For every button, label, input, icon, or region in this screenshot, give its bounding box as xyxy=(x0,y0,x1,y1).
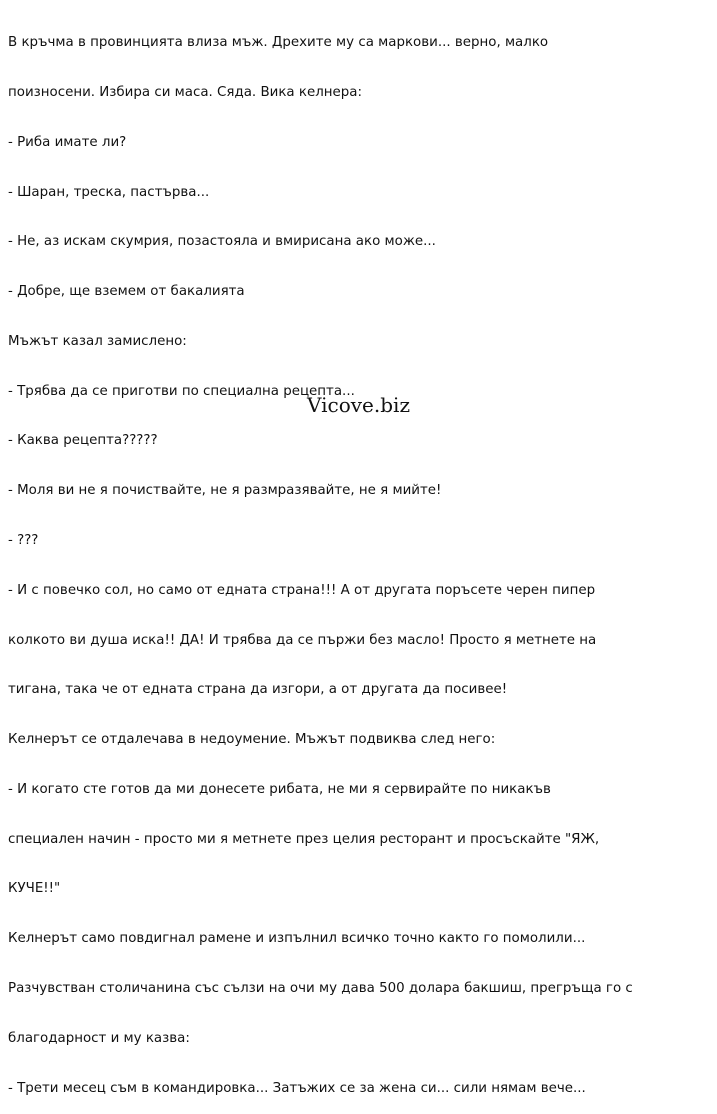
joke-line: Келнерът се отдалечава в недоумение. Мъжът подвиква след него: xyxy=(8,732,496,748)
joke-line: - Моля ви не я почиствайте, не я размразявайте, не я мийте! xyxy=(8,483,442,499)
joke-line: Разчувстван столичанина със сълзи на очи му дава 500 долара бакшиш, прегръща го с xyxy=(8,981,633,997)
joke-line: - Риба имате ли? xyxy=(8,134,127,150)
joke-line: специален начин - просто ми я метнете през целия ресторант и просъскайте "ЯЖ, xyxy=(8,831,600,847)
joke-line: поизносени. Избира си маса. Сяда. Вика келнера: xyxy=(8,84,362,100)
joke-line: - Не, аз искам скумрия, позастояла и вмирисана ако може... xyxy=(8,234,436,250)
joke-line: благодарност и му казва: xyxy=(8,1030,190,1046)
joke-line: - ??? xyxy=(8,533,39,548)
joke-line: - Шаран, треска, пастърва... xyxy=(8,184,210,200)
site-watermark: Vicove.biz xyxy=(307,393,410,417)
joke-line: КУЧЕ!!" xyxy=(8,881,61,897)
joke-line: - И с повечко сол, но само от едната страна!!! А от другата поръсете черен пипер xyxy=(8,582,596,598)
joke-line: - Добре, ще вземем от бакалията xyxy=(8,284,245,300)
joke-line: - И когато сте готов да ми донесете рибата, не ми я сервирайте по никакъв xyxy=(8,781,551,797)
joke-line: колкото ви душа иска!! ДА! И трябва да се пържи без масло! Просто я метнете на xyxy=(8,632,597,648)
joke-line: - Каква рецепта????? xyxy=(8,433,158,449)
joke-line: тигана, така че от едната страна да изгори, а от другата да посивее! xyxy=(8,682,508,698)
joke-text xyxy=(8,2,713,1114)
joke-line: Келнерът само повдигнал рамене и изпълнил всичко точно както го помолили... xyxy=(8,931,586,947)
joke-line: Мъжът казал замислено: xyxy=(8,333,187,349)
joke-line: - Трети месец съм в командировка... Затъжих се за жена си... сили нямам вече... xyxy=(8,1080,586,1096)
joke-line: В кръчма в провинцията влиза мъж. Дрехите му са маркови... верно, малко xyxy=(8,35,549,51)
joke-line: - Трябва да се приготви по специална рецепта... xyxy=(8,383,355,399)
